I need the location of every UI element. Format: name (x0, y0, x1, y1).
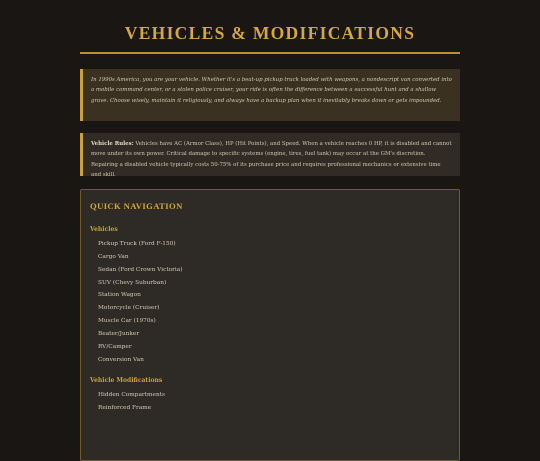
vehicles-link-list (90, 238, 450, 366)
rules-text: Vehicles have AC (Armor Class), HP (Hit Points), and Speed. When a vehicle reaches 0 HP, it is disabled and cannot move under its own power. Critical damage to specific systems (engine, tires, fuel tank) may occur at the GM's discretion. Repairing a disabled vehicle typically costs 50-75% of its purchase price and requires professional mechanics or extensive time and skill. (91, 141, 452, 178)
quick-navigation-title: QUICK NAVIGATION (90, 201, 183, 211)
modifications-link-list (90, 389, 450, 415)
nav-link-pickup-truck[interactable]: Pickup Truck (Ford F-150) (98, 241, 176, 247)
nav-section-heading-modifications: Vehicle Modifications (90, 377, 163, 385)
nav-link-conversion-van[interactable]: Conversion Van (98, 356, 144, 363)
page-container (80, 0, 460, 461)
nav-link-hidden-compartments[interactable]: Hidden Compartments (98, 392, 165, 399)
quick-navigation-panel (80, 189, 460, 461)
page-title: VEHICLES & MODIFICATIONS (124, 23, 416, 43)
nav-section-heading-vehicles: Vehicles (90, 226, 118, 233)
intro-callout (80, 69, 460, 121)
nav-link-suv[interactable]: SUV (Chevy Suburban) (98, 279, 167, 286)
title-divider (80, 52, 460, 54)
nav-link-muscle-car[interactable]: Muscle Car (1970s) (98, 318, 156, 325)
rules-label: Vehicle Rules: (91, 141, 134, 147)
nav-link-motorcycle[interactable]: Motorcycle (Cruiser) (98, 305, 160, 312)
nav-link-beater-junker[interactable]: Beater/Junker (98, 330, 140, 337)
nav-link-rv-camper[interactable]: RV/Camper (98, 343, 132, 350)
nav-link-reinforced-frame[interactable]: Reinforced Frame (98, 405, 152, 412)
nav-link-sedan[interactable]: Sedan (Ford Crown Victoria) (98, 266, 183, 273)
intro-text: In 1990s America, you are your vehicle. Whether it's a beat-up pickup truck loaded with weapons, a nondescript van converted into a mobile command center, or a stolen police cruiser, your ride is often the difference between a successful hunt and a shallow grave. Choose wisely, maintain it religiously, and always have a backup plan when it inevitably breaks down or gets impounded. (91, 77, 452, 104)
nav-link-station-wagon[interactable]: Station Wagon (98, 292, 141, 299)
vehicle-rules-callout (80, 133, 460, 176)
nav-link-cargo-van[interactable]: Cargo Van (98, 253, 129, 260)
